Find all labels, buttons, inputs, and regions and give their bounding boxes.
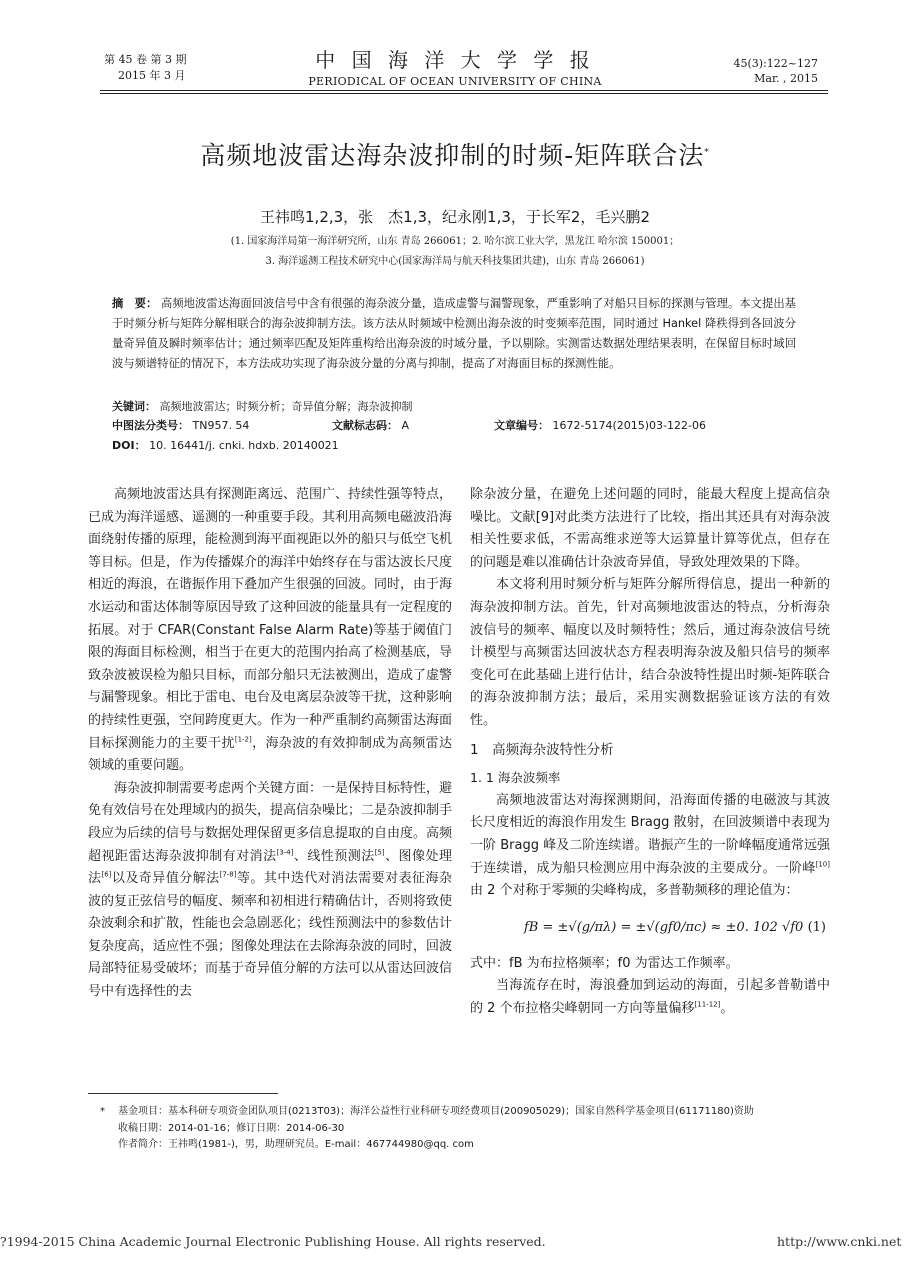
classification-line: [112, 416, 812, 435]
journal-name-en: PERIODICAL OF OCEAN UNIVERSITY OF CHINA: [308, 75, 602, 88]
journal-header: [250, 44, 660, 88]
footnote-rule: [88, 1093, 278, 1094]
footnote-mark: *: [100, 1106, 105, 1117]
issue-date-en: Mar. , 2015: [754, 72, 818, 85]
page-range: 45(3):122~127: [733, 57, 818, 70]
current-text-end: 。: [720, 1000, 734, 1016]
dates-note: 收稿日期：2014-01-16；修订日期：2014-06-30: [118, 1122, 345, 1134]
paper-title-text: 高频地波雷达海杂波抑制的时频-矩阵联合法: [200, 141, 705, 170]
title-footnote-mark: *: [704, 147, 710, 158]
doc-code-label: 文献标志码：: [332, 419, 398, 432]
intro-text-1: 高频地波雷达具有探测距离远、范围广、持续性强等特点，已成为海洋遥感、遥测的一种重要手段。其利用高频电磁波沿海面绕射传播的原理，能检测到海平面视距以外的船只与低空飞机等目标。但是，作为传播媒介的海洋中始终存在与雷达波长尺度相近的海浪，在谐振作用下叠加产生很强的回波。同时，由于海水运动和雷达体制等原因导致了这种回波的能量具有一定程度的拓展。对于 CFAR(Constant False Alarm Rate)等基于阈值门限的海面目标检测，相当于在更大的范围内抬高了检测基底，导致杂波被误检为船只目标，而部分船只无法被测出，造成了虚警与漏警现象。相比于雷电、电台及电离层杂波等干扰，这种影响的持续性更强，空间跨度更大。作为一种严重制约高频雷达海面目标探测能力的主要干扰: [88, 487, 453, 751]
doc-code-value: A: [401, 419, 410, 432]
issue-date: 2015 年 3 月: [118, 69, 186, 82]
bragg-text-a: 高频地波雷达对海探测期间，沿海面传播的电磁波与其波长尺度相近的海浪作用发生 Bragg 散射，在回波频谱中表现为一阶 Bragg 峰及二阶连续谱。谐振产生的一阶峰幅度通常远强于连续谱，成为船只检测应用中海杂波的主要成分。一阶峰: [470, 792, 830, 876]
abstract: [112, 294, 796, 374]
citation-ref: [11-12]: [694, 1000, 721, 1009]
article-number-label: 文章编号：: [494, 419, 549, 432]
intro-text-2b: 、线性预测法: [293, 848, 375, 864]
journal-name-cn: 中 国 海 洋 大 学 学 报: [315, 48, 595, 72]
intro-paragraph-2: [88, 778, 452, 1004]
issue-info: [104, 52, 186, 84]
section-heading: 1 高频海杂波特性分析: [470, 741, 614, 758]
header-rule: [100, 90, 828, 91]
intro-text-1-end: ，海杂波的有效抑制成为高频雷达领域的重要问题。: [88, 735, 452, 774]
equation-number: (1): [807, 919, 826, 935]
intro-text-2c: 、图像处理法: [88, 848, 452, 887]
method-overview-paragraph: 本文将利用时频分析与矩阵分解所得信息，提出一种新的海杂波抑制方法。首先，针对高频地波雷达的特点，分析海杂波信号的频率、幅度以及时频特性；然后，通过海杂波信号统计模型与高频雷达回波状态方程表明海杂波及船只信号的频率变化可在此基础上进行估计，结合杂波特性提出时频-矩阵联合的海杂波抑制方法；最后，采用实测数据验证该方法的有效性。: [470, 577, 830, 728]
citation-ref: [1-2]: [234, 735, 252, 744]
affiliation-line-2: 3. 海洋遥测工程技术研究中心(国家海洋局与航天科技集团共建)，山东 青岛 266061): [265, 256, 645, 267]
author-list: 王祎鸣1,2,3，张 杰1,3，纪永刚1,3，于长军2，毛兴鹏2: [260, 208, 650, 226]
equation-expression: fB = ±√(g/πλ) = ±√(gf0/πc) ≈ ±0. 102 √f0: [524, 919, 804, 935]
affiliation-line-1: (1. 国家海洋局第一海洋研究所，山东 青岛 266061；2. 哈尔滨工业大学，黑龙江 哈尔滨 150001；: [230, 236, 680, 247]
intro-text-2a: 海杂波抑制需要考虑两个关键方面：一是保持目标特性，避免有效信号在处理域内的损失，提高信杂噪比；二是杂波抑制手段应为后续的信号与数据处理保留更多信息提取的自由度。高频超视距雷达海杂波抑制有对消法: [88, 780, 453, 864]
volume-issue: 第 45 卷 第 3 期: [104, 53, 187, 66]
doi-label: DOI：: [112, 439, 146, 452]
footnote: [100, 1104, 830, 1154]
current-shift-paragraph: [470, 975, 830, 1020]
intro-text-2e: 等。其中迭代对消法需要对表征海杂波的复正弦信号的幅度、频率和初相进行精确估计，否则将致使杂波剩余和扩散，性能也会急剧恶化；线性预测法中的参数估计复杂度高，适应性不强；图像处理法在去除海杂波的同时，回波局部特征易受破坏；而基于奇异值分解的方法可以从雷达回波信号中有选择性的去: [88, 871, 453, 1000]
intro-paragraph-1: [88, 484, 452, 778]
citation-ref: [5]: [374, 848, 385, 857]
current-text: 当海流存在时，海浪叠加到运动的海面，引起多普勒谱中的 2 个布拉格尖峰朝同一方向等量偏移: [470, 978, 830, 1016]
copyright-text: ?1994-2015 China Academic Journal Electronic Publishing House. All rights reserved.: [0, 1234, 546, 1249]
body-right-column: [470, 484, 830, 1020]
doi-line: [112, 436, 812, 455]
article-number-value: 1672-5174(2015)03-122-06: [552, 419, 706, 432]
doi-value: 10. 16441/j. cnki. hdxb. 20140021: [149, 439, 339, 452]
keywords-text: 高频地波雷达；时频分析；奇异值分解；海杂波抑制: [159, 400, 413, 413]
funding-note: [100, 1104, 830, 1121]
citation-ref: [7-8]: [219, 870, 237, 879]
bragg-text-b: 由 2 个对称于零频的尖峰构成，多普勒频移的理论值为：: [470, 883, 799, 899]
bragg-paragraph: [470, 790, 830, 903]
subsection-heading: 1. 1 海杂波频率: [470, 770, 561, 786]
header-rule-secondary: [100, 93, 828, 94]
funding-text: 基金项目：基本科研专项资金团队项目(0213T03)；海洋公益性行业科研专项经费项目(200905029)；国家自然科学基金项目(61171180)资助: [118, 1106, 754, 1117]
paper-title: [90, 136, 820, 172]
keywords-label: 关键词：: [112, 400, 156, 413]
continued-paragraph: 除杂波分量，在避免上述问题的同时，能最大程度上提高信杂噪比。文献[9]对此类方法进行了比较，指出其还具有对海杂波相关性要求低，不需高维求逆等大运算量计算等优点，但存在的问题是难以准确估计杂波奇异值，导致处理效果的下降。: [470, 487, 830, 570]
keywords: [112, 397, 812, 416]
equation-explanation: 式中：fB 为布拉格频率；f0 为雷达工作频率。: [470, 955, 739, 971]
intro-text-2d: 以及奇异值分解法: [111, 871, 220, 887]
clc-label: 中图法分类号：: [112, 419, 189, 432]
equation-1: [470, 903, 830, 953]
cnki-link[interactable]: http://www.cnki.net: [777, 1234, 902, 1249]
citation-ref: [6]: [101, 870, 112, 879]
abstract-text: 高频地波雷达海面回波信号中含有很强的海杂波分量，造成虚警与漏警现象，严重影响了对船只目标的探测与管理。本文提出基于时频分析与矩阵分解相联合的海杂波抑制方法。该方法从时频域中检测出海杂波的时变频率范围，同时通过 Hankel 降秩得到各回波分量奇异值及瞬时频率估计；通过频率匹配及矩阵重构给出海杂波的时域分量，予以剔除。实测雷达数据处理结果表明，在保留目标时域回波与频谱特征的情况下，本方法成功实现了海杂波分量的分离与抑制，提高了对海面目标的探测性能。: [112, 297, 796, 370]
citation-ref: [10]: [815, 860, 830, 869]
body-left-column: [88, 484, 452, 1004]
citation-ref: [3-4]: [276, 848, 294, 857]
clc-value: TN957. 54: [192, 419, 250, 432]
author-bio-note: 作者简介：王祎鸣(1981-)，男，助理研究员。E-mail：467744980@qq. com: [118, 1139, 474, 1150]
abstract-label: 摘 要：: [112, 297, 158, 310]
page-range-info: [734, 56, 819, 86]
